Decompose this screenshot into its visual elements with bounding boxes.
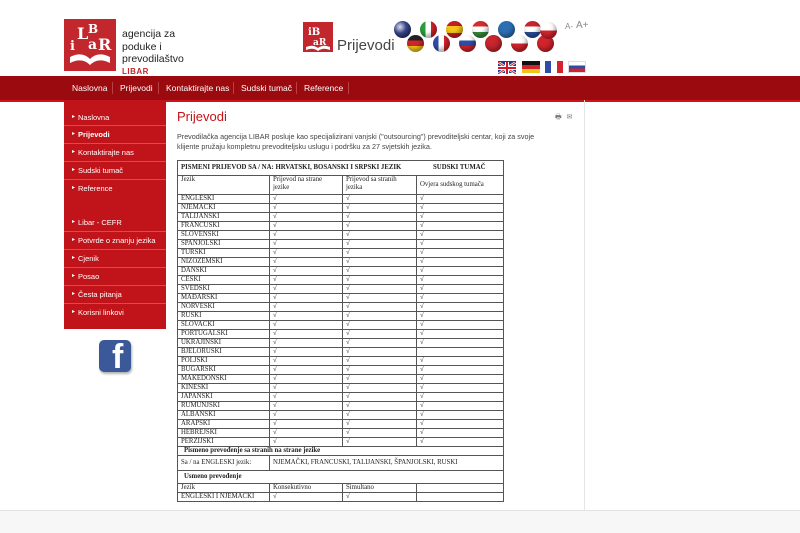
sweden-flag-ball-icon[interactable]	[498, 21, 515, 38]
arrow-right-icon: ▸	[72, 185, 76, 191]
check-cell: √	[270, 240, 343, 249]
arrow-right-icon: ▸	[72, 131, 76, 137]
germany-flag-ball-icon[interactable]	[407, 35, 424, 52]
foreign-value-cell: NJEMAČKI, FRANCUSKI, TALIJANSKI, ŠPANJOLSKI, RUSKI	[270, 456, 504, 471]
check-cell: √	[270, 330, 343, 339]
table-row	[178, 348, 504, 357]
language-cell: ENGLESKI	[178, 195, 270, 204]
nav-item-prijevodi[interactable]: Prijevodi	[120, 83, 153, 93]
table-row	[178, 276, 504, 285]
nav-divider	[296, 82, 297, 94]
table-row	[178, 249, 504, 258]
brand-line: agencija za	[122, 28, 176, 40]
nav-divider	[348, 82, 349, 94]
uk-flag-svg	[498, 62, 516, 74]
language-cell: ČEŠKI	[178, 276, 270, 285]
table-row	[178, 366, 504, 375]
check-cell: √	[270, 222, 343, 231]
open-book-icon	[64, 19, 116, 71]
table-row	[178, 267, 504, 276]
check-cell: √	[343, 402, 417, 411]
russia-flag-icon[interactable]	[568, 61, 586, 73]
check-cell: √	[343, 276, 417, 285]
font-increase-button[interactable]: A+	[576, 20, 589, 31]
check-cell: √	[270, 438, 343, 447]
logo-letter: a	[88, 37, 98, 53]
check-cell: √	[417, 276, 504, 285]
language-cell: MAKEDONSKI	[178, 375, 270, 384]
check-cell: √	[270, 348, 343, 357]
check-cell: √	[343, 339, 417, 348]
check-cell: √	[270, 213, 343, 222]
language-cell: MAĐARSKI	[178, 294, 270, 303]
arrow-right-icon: ▸	[72, 273, 76, 279]
libar-logo[interactable]	[64, 19, 116, 71]
table-row	[178, 258, 504, 267]
check-cell: √	[417, 258, 504, 267]
sidebar-divider	[64, 125, 166, 126]
table-header-title: PISMENI PRIJEVOD SA / NA: HRVATSKI, BOSANSKI I SRPSKI JEZIK	[181, 164, 402, 171]
language-cell: JAPANSKI	[178, 393, 270, 402]
language-cell: BUGARSKI	[178, 366, 270, 375]
table-row	[178, 484, 504, 493]
check-cell: √	[417, 321, 504, 330]
check-cell: √	[270, 366, 343, 375]
sidebar-item-reference[interactable]: Reference	[78, 184, 113, 193]
language-cell: PERZIJSKI	[178, 438, 270, 447]
check-cell: √	[343, 303, 417, 312]
check-cell: √	[270, 384, 343, 393]
arrow-right-icon: ▸	[72, 291, 76, 297]
check-cell: √	[417, 303, 504, 312]
check-cell: √	[343, 231, 417, 240]
check-cell: √	[417, 222, 504, 231]
check-cell: √	[270, 402, 343, 411]
table-row	[178, 204, 504, 213]
check-cell: √	[343, 393, 417, 402]
arrow-right-icon: ▸	[72, 255, 76, 261]
language-cell: NJEMAČKI	[178, 204, 270, 213]
page-bottom	[0, 511, 800, 533]
intro-text: Prevodilačka agencija LIBAR posluje kao specijalizirani vanjski ("outsourcing") prevoditeljski centar, koji za svoje klijente pružaju kompletnu prevoditeljsku uslugu i podršku za 27 svjetskih jezika.	[177, 132, 535, 151]
check-cell	[417, 493, 504, 502]
check-cell: √	[417, 294, 504, 303]
check-cell: √	[270, 375, 343, 384]
sidebar-item-cjenik[interactable]: Cjenik	[78, 254, 99, 263]
check-cell: √	[270, 267, 343, 276]
svg-text:iB: iB	[308, 27, 321, 38]
check-cell: √	[417, 240, 504, 249]
norway-flag-ball-icon[interactable]	[485, 35, 502, 52]
email-icon[interactable]: ✉	[566, 114, 573, 121]
nav-item-kontaktirajte-nas[interactable]: Kontaktirajte nas	[166, 83, 230, 93]
sidebar-divider	[64, 285, 166, 286]
language-cell: KINESKI	[178, 384, 270, 393]
check-cell: √	[417, 357, 504, 366]
check-cell: √	[343, 294, 417, 303]
check-cell: √	[270, 195, 343, 204]
check-cell: √	[270, 303, 343, 312]
check-cell: √	[343, 249, 417, 258]
sidebar-divider	[64, 231, 166, 232]
uk-flag-icon[interactable]	[498, 61, 516, 73]
netherlands-flag-ball-icon[interactable]	[524, 21, 541, 38]
sidebar-item-naslovna[interactable]: Naslovna	[78, 113, 110, 122]
check-cell: √	[343, 366, 417, 375]
foreign-label-cell: Sa / na ENGLESKI jezik:	[178, 456, 270, 471]
brand-line: prevodilaštvo	[122, 53, 184, 65]
table-row	[178, 312, 504, 321]
logo-letter: R	[98, 35, 112, 54]
check-cell: √	[270, 420, 343, 429]
svg-text:aR: aR	[313, 38, 327, 48]
column-header: Konsekutivno	[270, 484, 343, 493]
check-cell: √	[417, 267, 504, 276]
table-row	[178, 285, 504, 294]
brand-sub: LIBAR	[122, 66, 149, 76]
table-row	[178, 339, 504, 348]
empty-cell	[417, 484, 504, 493]
language-cell: RUMUNJSKI	[178, 402, 270, 411]
language-cell: POLJSKI	[178, 357, 270, 366]
check-cell: √	[417, 411, 504, 420]
language-cell: HEBREJSKI	[178, 429, 270, 438]
check-cell: √	[343, 384, 417, 393]
check-cell: √	[343, 357, 417, 366]
column-header: Simultano	[343, 484, 417, 493]
language-cell: FRANCUSKI	[178, 222, 270, 231]
arrow-right-icon: ▸	[72, 219, 76, 225]
sidebar-item-potvrde[interactable]: Potvrde o znanju jezika	[78, 236, 156, 245]
language-cell: SLOVENSKI	[178, 231, 270, 240]
language-cell: ŠPANJOLSKI	[178, 240, 270, 249]
column-header: Ovjera sudskog tumača	[417, 176, 504, 195]
table-column-headers	[178, 176, 504, 195]
czech-flag-ball-icon[interactable]	[511, 35, 528, 52]
nav-item-reference[interactable]: Reference	[304, 83, 344, 93]
logo-letter: L	[77, 24, 89, 43]
check-cell: √	[417, 429, 504, 438]
sidebar-divider	[64, 161, 166, 162]
table-row	[178, 411, 504, 420]
table-row	[178, 375, 504, 384]
check-cell: √	[343, 267, 417, 276]
languages-table-body	[178, 161, 504, 502]
table-row	[178, 456, 504, 471]
table-row	[178, 330, 504, 339]
check-cell: √	[343, 213, 417, 222]
check-cell: √	[270, 285, 343, 294]
language-cell: DANSKI	[178, 267, 270, 276]
check-cell: √	[417, 438, 504, 447]
germany-flag-icon[interactable]	[522, 61, 540, 73]
check-cell: √	[417, 285, 504, 294]
language-cell: ARAPSKI	[178, 420, 270, 429]
table-row	[178, 438, 504, 447]
check-cell: √	[417, 366, 504, 375]
check-cell: √	[343, 411, 417, 420]
language-cell: ENGLESKI I NJEMAČKI	[178, 493, 270, 502]
languages-table	[177, 160, 504, 502]
check-cell: √	[343, 204, 417, 213]
table-row	[178, 213, 504, 222]
section-badge-logo	[303, 22, 333, 52]
table-row	[178, 222, 504, 231]
sidebar-divider	[64, 303, 166, 304]
france-flag-ball-icon[interactable]	[433, 35, 450, 52]
check-cell: √	[417, 420, 504, 429]
check-cell: √	[343, 195, 417, 204]
check-cell: √	[343, 438, 417, 447]
section-cell: Pismeno prevođenje sa stranih na strane jezike	[178, 447, 504, 456]
page-tools	[555, 113, 572, 124]
check-cell: √	[270, 294, 343, 303]
slovenia-flag-ball-icon[interactable]	[459, 35, 476, 52]
check-cell: √	[270, 204, 343, 213]
header	[0, 0, 800, 76]
main-nav	[0, 76, 800, 102]
logo-letter: i	[70, 39, 75, 54]
print-icon[interactable]: 🖶	[555, 114, 562, 121]
language-cell: SLOVAČKI	[178, 321, 270, 330]
nav-item-naslovna[interactable]: Naslovna	[72, 83, 108, 93]
nav-divider	[158, 82, 159, 94]
sidebar-item-korisni-linkovi[interactable]: Korisni linkovi	[78, 308, 124, 317]
table-row	[178, 294, 504, 303]
nav-divider	[233, 82, 234, 94]
check-cell: √	[343, 222, 417, 231]
sidebar-divider	[64, 267, 166, 268]
check-cell: √	[270, 411, 343, 420]
language-cell: TALIJANSKI	[178, 213, 270, 222]
check-cell: √	[417, 213, 504, 222]
check-cell: √	[417, 339, 504, 348]
check-cell: √	[270, 312, 343, 321]
check-cell: √	[417, 231, 504, 240]
sidebar-item-cesta-pitanja[interactable]: Česta pitanja	[78, 290, 122, 299]
table-header-row	[178, 161, 504, 176]
check-cell: √	[343, 285, 417, 294]
check-cell: √	[270, 321, 343, 330]
check-cell: √	[417, 375, 504, 384]
page-title: Prijevodi	[177, 109, 227, 124]
language-cell: TURSKI	[178, 249, 270, 258]
table-row	[178, 493, 504, 502]
section-badge-text: Prijevodi	[337, 37, 395, 54]
check-cell: √	[270, 249, 343, 258]
check-cell: √	[270, 258, 343, 267]
arrow-right-icon: ▸	[72, 167, 76, 173]
section-cell: Usmeno prevođenje	[178, 471, 504, 484]
column-header: Prijevod na strane jezike	[270, 176, 343, 195]
nav-divider	[112, 82, 113, 94]
check-cell: √	[343, 258, 417, 267]
brand-name	[122, 28, 184, 78]
check-cell: √	[343, 420, 417, 429]
check-cell: √	[270, 276, 343, 285]
arrow-right-icon: ▸	[72, 237, 76, 243]
check-cell: √	[417, 402, 504, 411]
table-row	[178, 429, 504, 438]
sidebar-divider	[64, 249, 166, 250]
sidebar-item-libar-cefr[interactable]: Libar - CEFR	[78, 218, 122, 227]
check-cell: √	[417, 312, 504, 321]
check-cell: √	[417, 330, 504, 339]
table-row	[178, 420, 504, 429]
table-row	[178, 195, 504, 204]
check-cell: √	[417, 393, 504, 402]
check-cell: √	[270, 393, 343, 402]
check-cell: √	[270, 339, 343, 348]
table-header-right: SUDSKI TUMAČ	[433, 164, 486, 171]
check-cell: √	[343, 348, 417, 357]
table-row	[178, 240, 504, 249]
column-header: Jezik	[178, 176, 270, 195]
check-cell: √	[343, 330, 417, 339]
facebook-icon[interactable]	[99, 340, 131, 372]
table-row	[178, 402, 504, 411]
check-cell: √	[417, 249, 504, 258]
language-cell: ŠVEDSKI	[178, 285, 270, 294]
table-header-cell	[178, 161, 504, 176]
table-row	[178, 231, 504, 240]
check-cell: √	[270, 429, 343, 438]
check-cell: √	[343, 321, 417, 330]
table-row	[178, 303, 504, 312]
section-row	[178, 447, 504, 456]
france-flag-icon[interactable]	[545, 61, 563, 73]
spain-flag-ball-icon[interactable]	[446, 21, 463, 38]
check-cell: √	[417, 195, 504, 204]
column-header: Prijevod sa stranih jezika	[343, 176, 417, 195]
poland-flag-ball-icon[interactable]	[540, 22, 557, 39]
check-cell: √	[343, 493, 417, 502]
arrow-right-icon: ▸	[72, 114, 76, 120]
language-cell: BJELORUSKI	[178, 348, 270, 357]
hungary-flag-ball-icon[interactable]	[472, 21, 489, 38]
sidebar-item-sudski-tumac[interactable]: Sudski tumač	[78, 166, 124, 175]
check-cell: √	[270, 493, 343, 502]
nav-item-sudski-tumac[interactable]: Sudski tumač	[241, 83, 293, 93]
facebook-letter: f	[112, 340, 124, 372]
language-cell: UKRAJINSKI	[178, 339, 270, 348]
brand-line: poduke i	[122, 40, 162, 53]
check-cell: √	[343, 429, 417, 438]
book-icon	[303, 22, 333, 52]
sidebar-item-posao[interactable]: Posao	[78, 272, 100, 281]
font-decrease-button[interactable]: A-	[565, 22, 573, 31]
language-cell: NORVEŠKI	[178, 303, 270, 312]
sidebar-divider	[64, 179, 166, 180]
language-cell: ALBANSKI	[178, 411, 270, 420]
arrow-right-icon: ▸	[72, 309, 76, 315]
table-row	[178, 393, 504, 402]
section-row	[178, 471, 504, 484]
check-cell: √	[417, 384, 504, 393]
sidebar-item-kontaktirajte-nas[interactable]: Kontaktirajte nas	[78, 148, 134, 157]
language-cell: RUSKI	[178, 312, 270, 321]
check-cell: √	[343, 312, 417, 321]
language-cell: NIZOZEMSKI	[178, 258, 270, 267]
check-cell: √	[343, 240, 417, 249]
column-header: Jezik	[178, 484, 270, 493]
uk-flag-ball-icon[interactable]	[394, 21, 411, 38]
check-cell: √	[417, 204, 504, 213]
check-cell: √	[343, 375, 417, 384]
table-row	[178, 321, 504, 330]
table-row	[178, 357, 504, 366]
italy-flag-ball-icon[interactable]	[420, 21, 437, 38]
check-cell: √	[270, 231, 343, 240]
language-cell: PORTUGALSKI	[178, 330, 270, 339]
sidebar-item-prijevodi[interactable]: Prijevodi	[78, 130, 110, 139]
logo-letter: B	[88, 22, 99, 36]
sidebar-divider	[64, 143, 166, 144]
table-row	[178, 384, 504, 393]
check-cell	[417, 348, 504, 357]
arrow-right-icon: ▸	[72, 149, 76, 155]
check-cell: √	[270, 357, 343, 366]
